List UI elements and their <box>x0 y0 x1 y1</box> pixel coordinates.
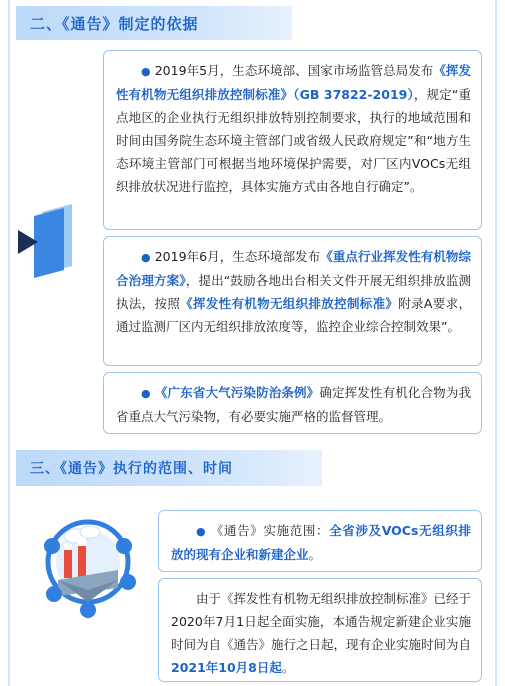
card-text: 《通告》实施范围： <box>210 523 330 538</box>
factory-chimney-icon <box>38 510 138 620</box>
card-text: 2019年6月，生态环境部发布 <box>154 249 321 264</box>
highlight-text: 《挥发性有机物无组织排放控制标准》（GB 37822-2019） <box>116 63 471 102</box>
card-text: ，规定“重点地区的企业执行无组织排放特别控制要求，执行的地域范围和时间由国务院生态环境主管部门或省级人民政府规定”和“地方生态环境主管部门可根据当地环境保护需要，对厂区内VOCs无组织排放状况进行监控，具体实施方式由各地自行确定”。 <box>116 87 472 194</box>
bullet-icon: ● <box>196 525 207 538</box>
section-title: 二、《通告》制定的依据 <box>30 14 199 33</box>
section-header-basis <box>16 6 292 40</box>
section-header-scope <box>16 450 322 486</box>
bullet-icon: ● <box>141 65 151 78</box>
time-card <box>158 578 482 682</box>
highlight-text: 《广东省大气污染防治条例》 <box>154 385 320 400</box>
highlight-text: 《挥发性有机物无组织排放控制标准》 <box>180 296 399 311</box>
highlight-text: 全省涉及VOCs无组织排放的现有企业和新建企业 <box>171 523 471 562</box>
bullet-icon: ● <box>141 387 151 400</box>
bullet-icon: ● <box>141 251 151 264</box>
highlight-text: 《重点行业挥发性有机物综合治理方案》 <box>116 249 471 288</box>
card-text: 。 <box>281 660 295 675</box>
highlight-text: 2021年10月8日起 <box>171 660 282 675</box>
basis-card-2 <box>103 236 482 366</box>
basis-card-1 <box>103 50 482 230</box>
card-text: 由于《挥发性有机物无组织排放控制标准》已经于2020年7月1日起全面实施，本通告规定新建企业实施时间为自《通告》施行之日起，现有企业实施时间为自 <box>171 591 472 652</box>
section-title: 三、《通告》执行的范围、时间 <box>30 461 233 477</box>
card-text: 附录A要求，通过监测厂区内无组织排放浓度等，监控企业综合控制效果”。 <box>116 296 471 334</box>
scope-card <box>158 510 482 572</box>
card-text: 2019年5月，生态环境部、国家市场监管总局发布 <box>154 63 434 78</box>
basis-card-3 <box>103 372 482 434</box>
layered-arrow-icon <box>16 204 96 284</box>
card-text: ，提出“鼓励各地出台相关文件开展无组织排放监测执法，按照 <box>116 273 471 311</box>
card-text: 。 <box>308 547 322 562</box>
card-text: 确定挥发性有机化合物为我省重点大气污染物，有必要实施严格的监督管理。 <box>116 385 471 424</box>
